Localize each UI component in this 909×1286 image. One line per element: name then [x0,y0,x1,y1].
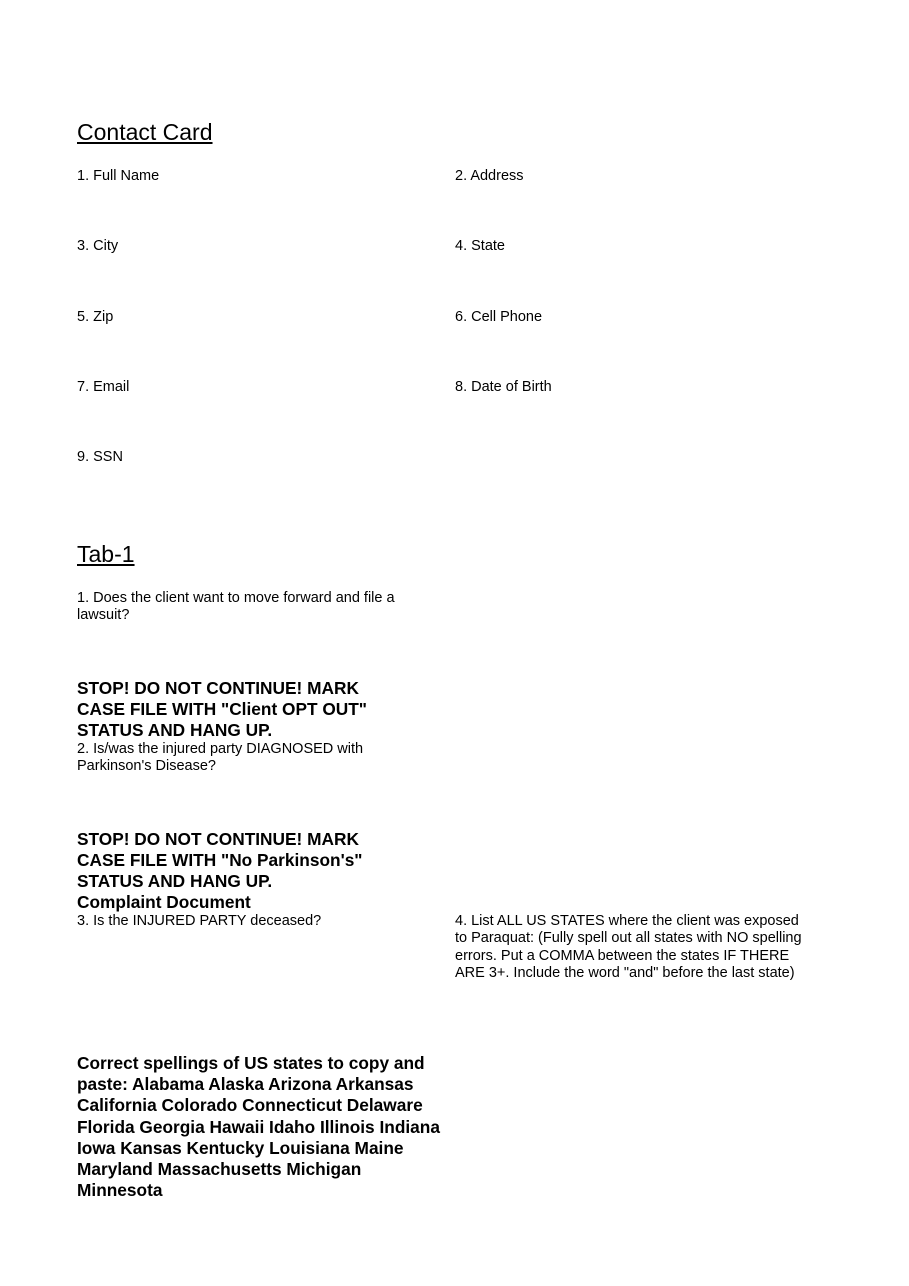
field-label-city: 3. City [77,238,119,254]
question-states-exposed: 4. List ALL US STATES where the client was exposed to Paraquat: (Fully spell out all states with NO spelling errors. Put a COMMA between the states IF THERE ARE 3+. Include the word "and" before the last state) [455,913,802,981]
question-move-forward: 1. Does the client want to move forward and file a lawsuit? [77,590,395,624]
field-label-cell-phone: 6. Cell Phone [455,309,543,325]
stop-note-no-parkinsons: STOP! DO NOT CONTINUE! MARK CASE FILE WITH "No Parkinson's" STATUS AND HANG UP. [77,829,363,892]
field-label-date-of-birth: 8. Date of Birth [455,379,552,395]
stop-note-opt-out: STOP! DO NOT CONTINUE! MARK CASE FILE WITH "Client OPT OUT" STATUS AND HANG UP. [77,678,368,741]
question-diagnosed-parkinsons: 2. Is/was the injured party DIAGNOSED with Parkinson's Disease? [77,741,364,775]
field-label-email: 7. Email [77,379,130,395]
contact-card-heading: Contact Card [77,119,213,145]
complaint-document-heading: Complaint Document [77,892,251,912]
field-label-ssn: 9. SSN [77,449,123,465]
field-label-full-name: 1. Full Name [77,168,160,184]
tab1-heading: Tab-1 [77,541,135,567]
field-label-state: 4. State [455,238,505,254]
question-injured-party-deceased: 3. Is the INJURED PARTY deceased? [77,913,322,929]
states-spelling-note: Correct spellings of US states to copy and paste: Alabama Alaska Arizona Arkansas California Colorado Connecticut Delaware Florida Georgia Hawaii Idaho Illinois Indiana Iowa Kansas Kentucky Louisiana Maine Maryland Massachusetts Michigan Minnesota [77,1053,440,1201]
field-label-address: 2. Address [455,168,524,184]
field-label-zip: 5. Zip [77,309,114,325]
